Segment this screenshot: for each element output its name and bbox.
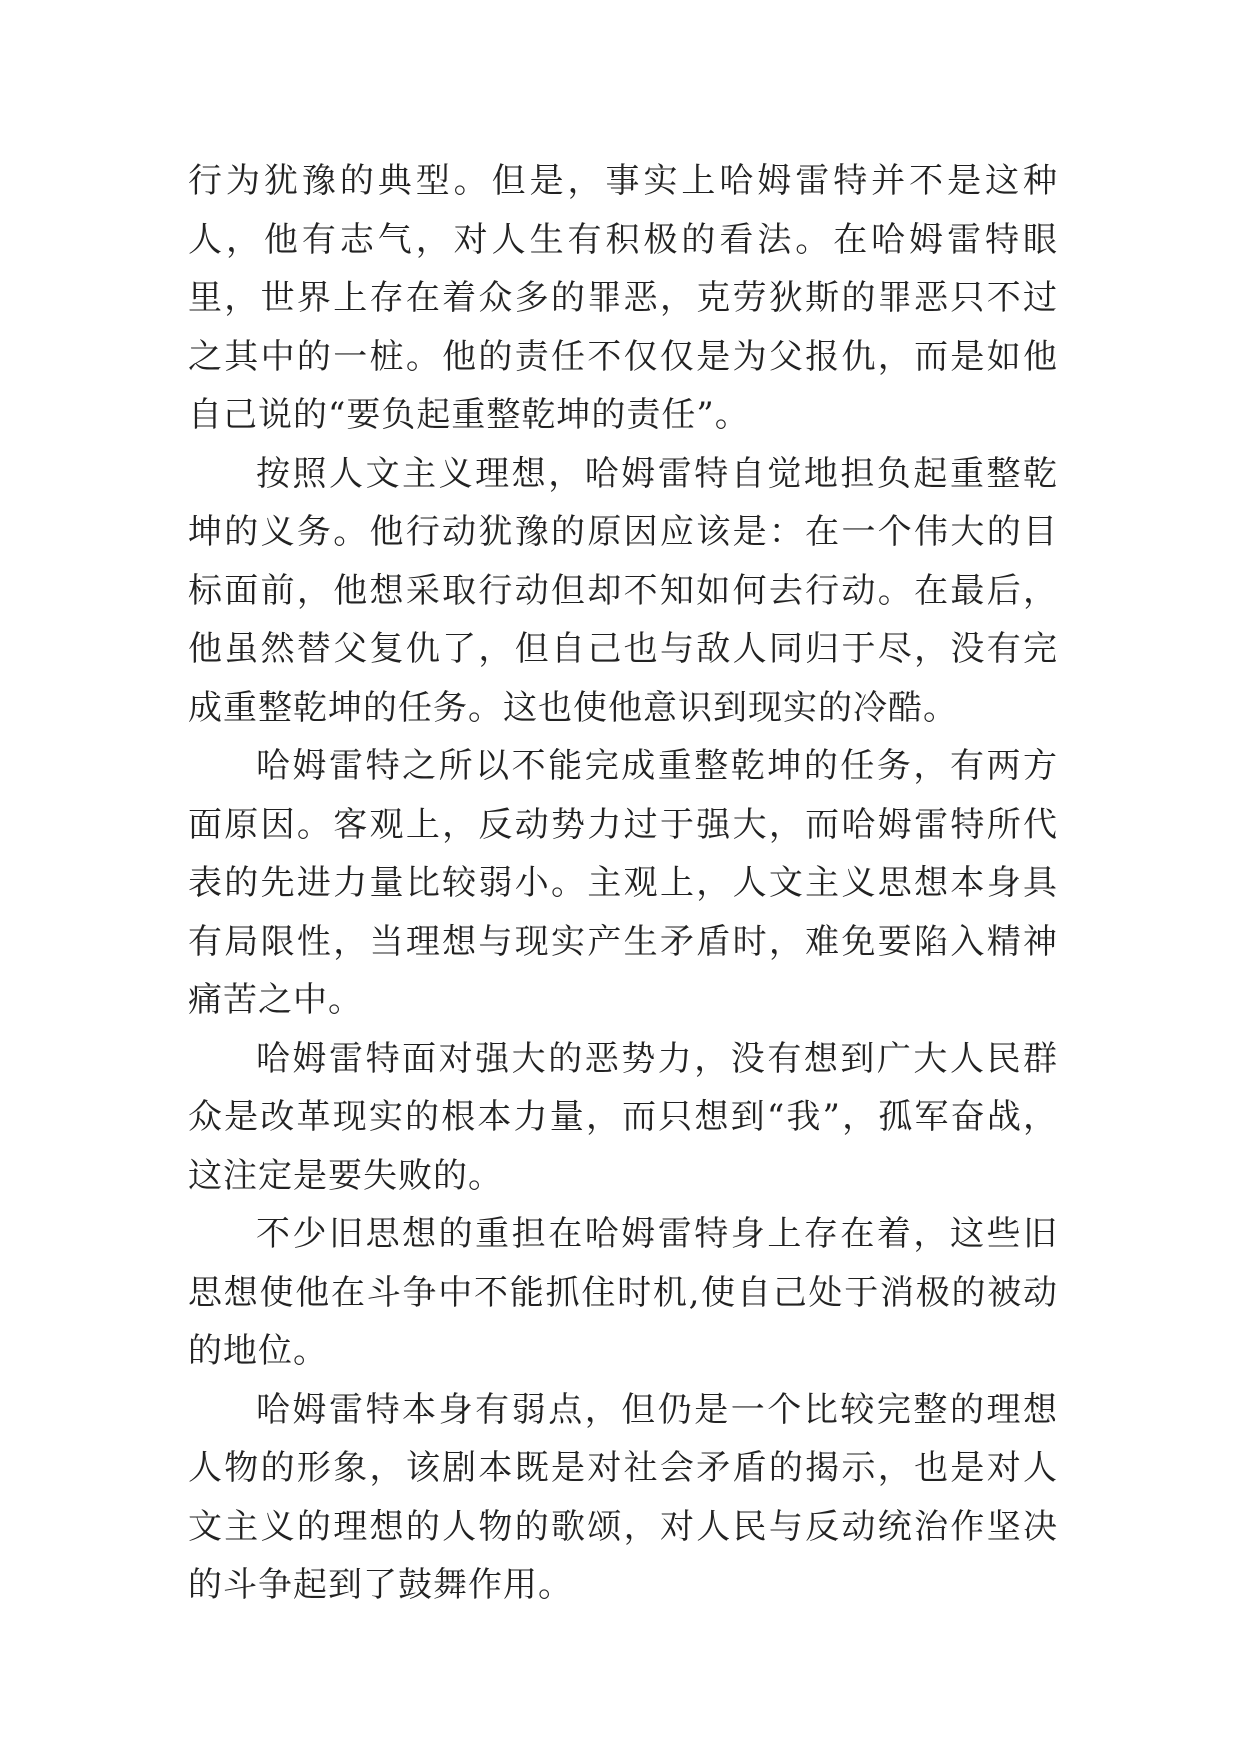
paragraph-5: 不少旧思想的重担在哈姆雷特身上存在着，这些旧思想使他在斗争中不能抓住时机,使自己处于消极的被动的地位。 bbox=[188, 1214, 1058, 1371]
paragraph-1: 行为犹豫的典型。但是，事实上哈姆雷特并不是这种人，他有志气，对人生有积极的看法。在哈姆雷特眼里，世界上存在着众多的罪恶，克劳狄斯的罪恶只不过之其中的一桩。他的责任不仅仅是为父报仇，而是如他自己说的“要负起重整乾坤的责任”。 bbox=[188, 161, 1058, 435]
document-body bbox=[188, 152, 1058, 1615]
paragraph-4: 哈姆雷特面对强大的恶势力，没有想到广大人民群众是改革现实的根本力量，而只想到“我”，孤军奋战，这注定是要失败的。 bbox=[188, 1038, 1058, 1196]
paragraph-3: 哈姆雷特之所以不能完成重整乾坤的任务，有两方面原因。客观上，反动势力过于强大，而哈姆雷特所代表的先进力量比较弱小。主观上，人文主义思想本身具有局限性，当理想与现实产生矛盾时，难免要陷入精神痛苦之中。 bbox=[188, 746, 1058, 1020]
paragraph-6: 哈姆雷特本身有弱点，但仍是一个比较完整的理想人物的形象，该剧本既是对社会矛盾的揭示，也是对人文主义的理想的人物的歌颂，对人民与反动统治作坚决的斗争起到了鼓舞作用。 bbox=[188, 1389, 1058, 1605]
paragraph-2: 按照人文主义理想，哈姆雷特自觉地担负起重整乾坤的义务。他行动犹豫的原因应该是：在一个伟大的目标面前，他想采取行动但却不知如何去行动。在最后，他虽然替父复仇了，但自己也与敌人同归于尽，没有完成重整乾坤的任务。这也使他意识到现实的冷酷。 bbox=[188, 453, 1058, 728]
